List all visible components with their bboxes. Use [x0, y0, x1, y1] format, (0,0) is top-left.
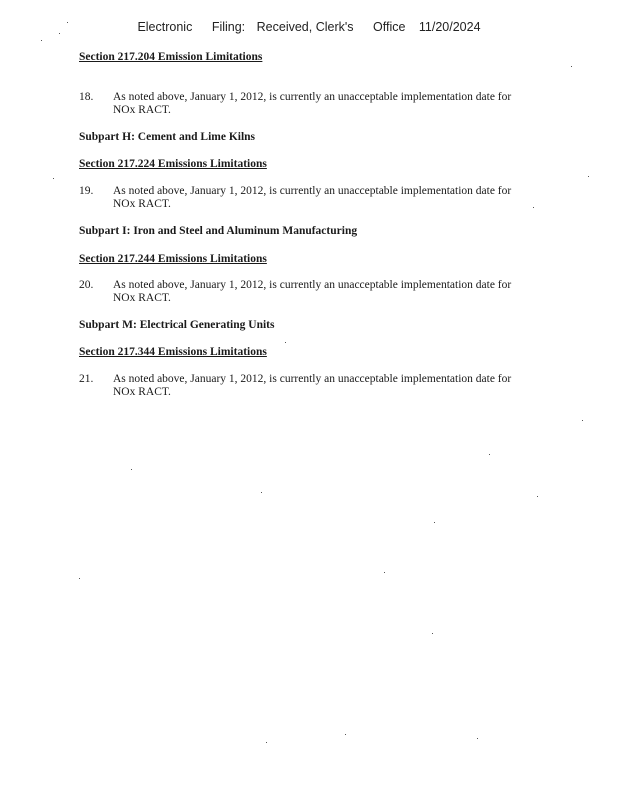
paragraph-20-number: 20.: [79, 279, 94, 291]
header-electronic: Electronic: [137, 20, 193, 34]
scan-speck: [533, 207, 534, 208]
paragraph-19: [79, 185, 519, 211]
paragraph-19-text: As noted above, January 1, 2012, is currently an unacceptable implementation date for NOx RACT.: [113, 185, 512, 210]
filing-header: [0, 20, 618, 34]
scan-speck: [67, 22, 68, 23]
scan-speck: [477, 738, 478, 739]
section-217-224-heading: Section 217.224 Emissions Limitations: [79, 158, 267, 170]
scan-speck: [537, 496, 538, 497]
scan-speck: [53, 178, 54, 179]
section-217-204-heading: Section 217.204 Emission Limitations: [79, 51, 263, 63]
paragraph-19-number: 19.: [79, 185, 94, 197]
header-date: 11/20/2024: [418, 20, 481, 34]
subpart-h-heading: Subpart H: Cement and Lime Kilns: [79, 131, 256, 143]
header-received: Received, Clerk's: [256, 20, 354, 34]
scan-speck: [266, 742, 267, 743]
paragraph-21-text: As noted above, January 1, 2012, is currently an unacceptable implementation date for NOx RACT.: [113, 373, 512, 398]
scan-speck: [59, 33, 60, 34]
scan-speck: [434, 522, 435, 523]
scan-speck: [41, 40, 42, 41]
paragraph-18: [79, 91, 519, 117]
subpart-m-heading: Subpart M: Electrical Generating Units: [79, 319, 275, 331]
paragraph-21: [79, 373, 519, 399]
scan-speck: [588, 176, 589, 177]
paragraph-21-number: 21.: [79, 373, 94, 385]
header-filing: Filing:: [211, 20, 246, 34]
header-office: Office: [373, 20, 406, 34]
scan-speck: [131, 469, 132, 470]
section-217-344-heading: Section 217.344 Emissions Limitations: [79, 346, 267, 358]
paragraph-20-text: As noted above, January 1, 2012, is currently an unacceptable implementation date for NOx RACT.: [113, 279, 512, 304]
paragraph-18-number: 18.: [79, 91, 94, 103]
scan-speck: [285, 342, 286, 343]
paragraph-20: [79, 279, 519, 305]
scan-speck: [582, 420, 583, 421]
paragraph-18-text: As noted above, January 1, 2012, is currently an unacceptable implementation date for NOx RACT.: [113, 91, 512, 116]
scan-speck: [345, 734, 346, 735]
scan-speck: [489, 454, 490, 455]
section-217-244-heading: Section 217.244 Emissions Limitations: [79, 253, 267, 265]
scan-speck: [79, 578, 80, 579]
scan-speck: [432, 633, 433, 634]
scan-speck: [571, 66, 572, 67]
subpart-i-heading: Subpart I: Iron and Steel and Aluminum Manufacturing: [79, 225, 358, 237]
scan-speck: [384, 572, 385, 573]
scan-speck: [261, 492, 262, 493]
